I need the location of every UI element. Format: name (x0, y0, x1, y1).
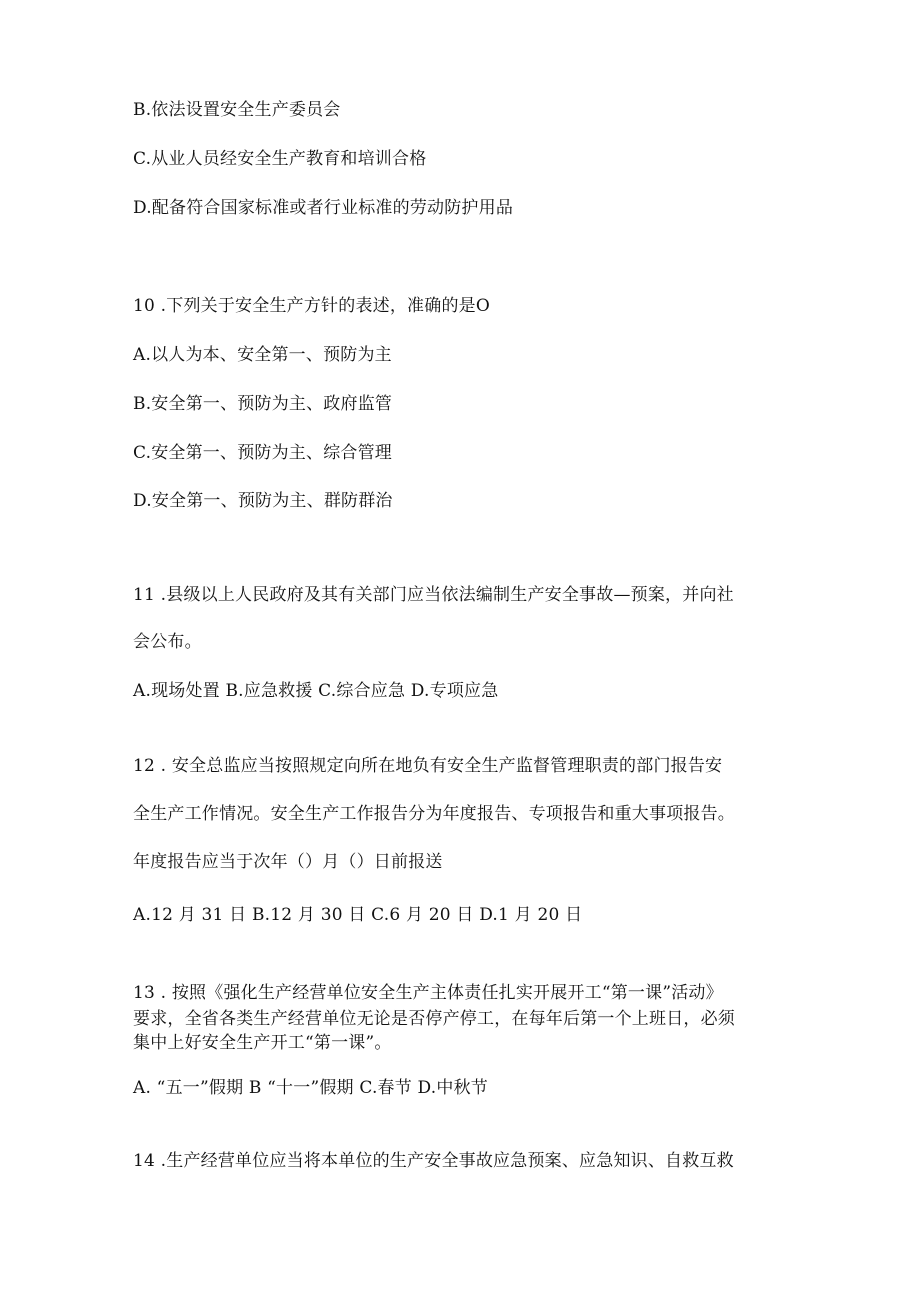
q13-stem-line3: 集中上好安全生产开工“第一课”。 (133, 1033, 392, 1053)
q12-stem-line1: 12 . 安全总监应当按照规定向所在地负有安全生产监督管理职责的部门报告安 (133, 756, 723, 776)
q11-stem-line2: 会公布。 (133, 632, 202, 652)
q11-options: A.现场处置 B.应急救援 C.综合应急 D.专项应急 (133, 681, 499, 701)
q10-option-a: A.以人为本、安全第一、预防为主 (133, 345, 392, 365)
q10-stem: 10 .下列关于安全生产方针的表述，准确的是O (133, 296, 490, 316)
q9-option-c: C.从业人员经安全生产教育和培训合格 (133, 149, 427, 169)
q9-option-b: B.依法设置安全生产委员会 (133, 100, 341, 120)
q11-stem-line1: 11 .县级以上人民政府及其有关部门应当依法编制生产安全事故—预案，并向社 (133, 585, 734, 605)
q9-option-d: D.配备符合国家标准或者行业标准的劳动防护用品 (133, 198, 514, 218)
q10-option-b: B.安全第一、预防为主、政府监管 (133, 394, 393, 414)
q10-option-c: C.安全第一、预防为主、综合管理 (133, 443, 393, 463)
q13-stem-line2: 要求，全省各类生产经营单位无论是否停产停工，在每年后第一个上班日，必须 (133, 1009, 735, 1029)
q13-stem-line1: 13 . 按照《强化生产经营单位安全生产主体责任扎实开展开工“第一课”活动》 (133, 983, 723, 1003)
q12-stem-line2: 全生产工作情况。安全生产工作报告分为年度报告、专项报告和重大事项报告。 (133, 804, 735, 824)
q13-options: A. “五一”假期 B “十一”假期 C.春节 D.中秋节 (133, 1078, 488, 1098)
q10-option-d: D.安全第一、预防为主、群防群治 (133, 491, 393, 511)
q12-stem-line3: 年度报告应当于次年（）月（）日前报送 (133, 852, 443, 872)
q12-options: A.12 月 31 日 B.12 月 30 日 C.6 月 20 日 D.1 月 20 日 (133, 905, 583, 925)
q14-stem-line1: 14 .生产经营单位应当将本单位的生产安全事故应急预案、应急知识、自救互救 (133, 1151, 734, 1171)
